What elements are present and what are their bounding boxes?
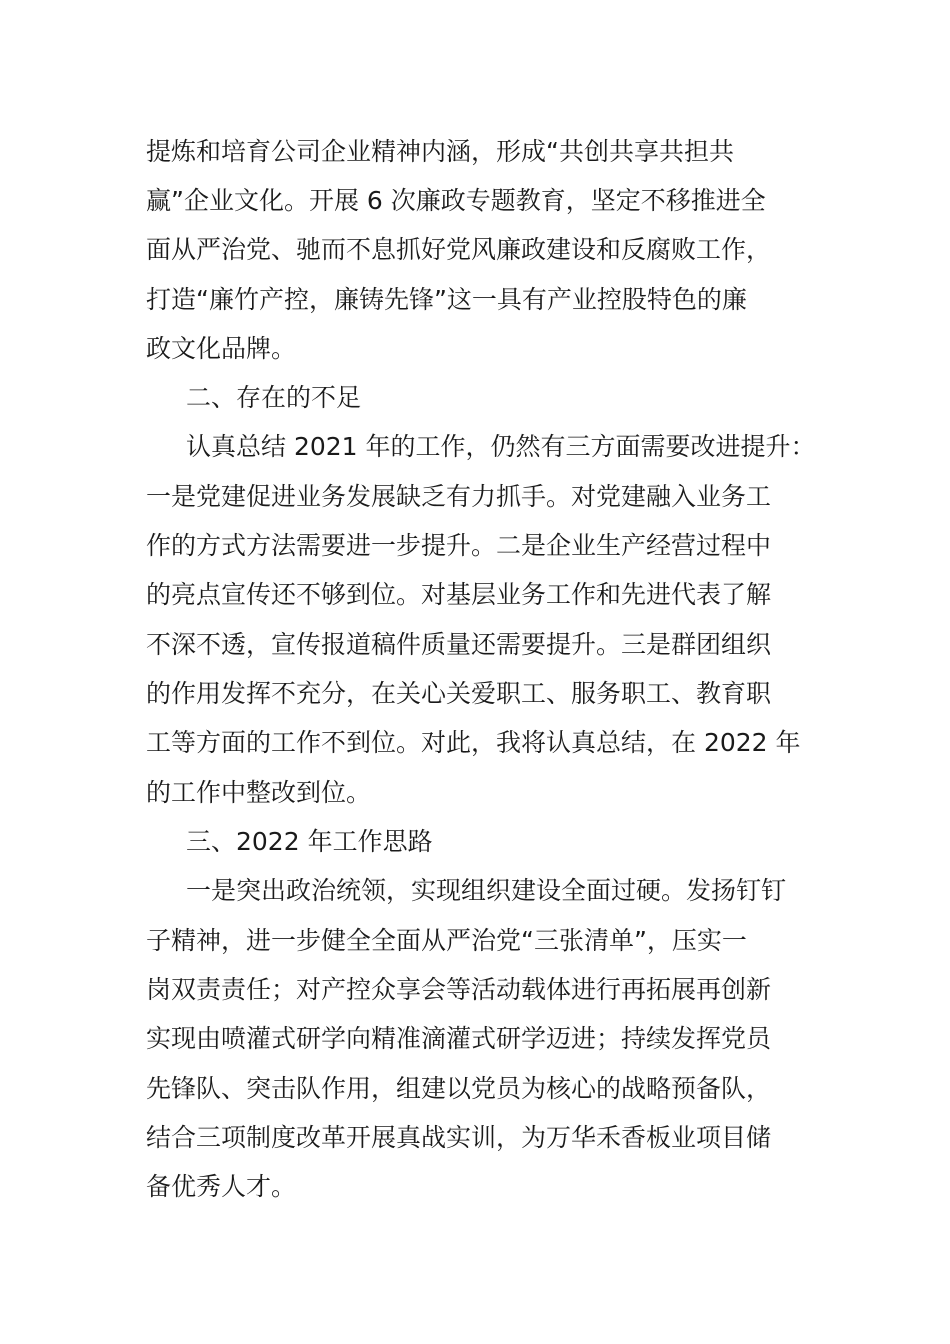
text-line: 的作用发挥不充分，在关心关爱职工、服务职工、教育职 (146, 679, 772, 708)
text-line: 作的方式方法需要进一步提升。二是企业生产经营过程中 (146, 531, 772, 560)
text-line: 子精神，进一步健全全面从严治党“三张清单”，压实一 (146, 926, 747, 955)
text-line: 一是突出政治统领，实现组织建设全面过硬。发扬钉钉 (186, 876, 787, 905)
text-line: 面从严治党、驰而不息抓好党风廉政建设和反腐败工作， (146, 235, 772, 264)
text-line: 赢”企业文化。开展 6 次廉政专题教育，坚定不移推进全 (146, 186, 766, 215)
text-line: 备优秀人才。 (146, 1172, 297, 1201)
text-line: 不深不透，宣传报道稿件质量还需要提升。三是群团组织 (146, 630, 772, 659)
text-line: 的亮点宣传还不够到位。对基层业务工作和先进代表了解 (146, 580, 772, 609)
section-heading: 三、2022 年工作思路 (186, 827, 433, 856)
text-line: 的工作中整改到位。 (146, 778, 372, 807)
text-line: 打造“廉竹产控，廉铸先锋”这一具有产业控股特色的廉 (146, 285, 747, 314)
text-line: 认真总结 2021 年的工作，仍然有三方面需要改进提升： (186, 432, 816, 461)
text-line: 先锋队、突击队作用，组建以党员为核心的战略预备队， (146, 1074, 772, 1103)
text-line: 提炼和培育公司企业精神内涵，形成“共创共享共担共 (146, 137, 734, 166)
section-heading: 二、存在的不足 (186, 383, 362, 412)
text-line: 一是党建促进业务发展缺乏有力抓手。对党建融入业务工 (146, 482, 772, 511)
text-line: 实现由喷灌式研学向精准滴灌式研学迈进；持续发挥党员 (146, 1024, 772, 1053)
text-line: 政文化品牌。 (146, 334, 297, 363)
text-line: 结合三项制度改革开展真战实训，为万华禾香板业项目储 (146, 1123, 772, 1152)
text-line: 工等方面的工作不到位。对此，我将认真总结，在 2022 年 (146, 728, 801, 757)
text-line: 岗双责责任；对产控众享会等活动载体进行再拓展再创新 (146, 975, 772, 1004)
